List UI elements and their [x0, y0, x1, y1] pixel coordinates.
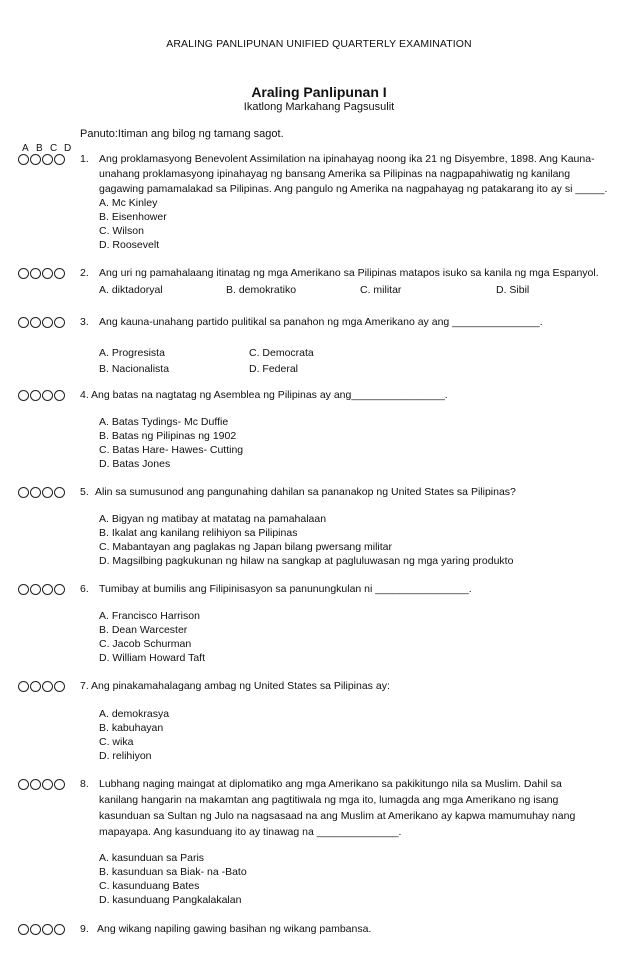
question-text-line: Ang batas na nagtatag ng Asemblea ng Pilipinas ay ang________________.: [91, 389, 448, 401]
answer-bubble-d[interactable]: [54, 154, 65, 165]
answer-bubble-c[interactable]: [42, 268, 53, 279]
question-text-line: mapayapa. Ang kasunduang ito ay tinawag na ______________.: [99, 826, 402, 838]
letter-b: B: [36, 143, 43, 154]
answer-bubble-d[interactable]: [54, 584, 65, 595]
option-a: A. Batas Tydings- Mc Duffie: [99, 416, 229, 428]
question-text-line: Ang kauna-unahang partido pulitikal sa panahon ng mga Amerikano ay ang _______________.: [99, 316, 543, 328]
option-c: C. militar: [360, 284, 402, 296]
letter-c: C: [50, 143, 58, 154]
option-a: A. Progresista: [99, 347, 165, 359]
option-c: C. Democrata: [249, 347, 314, 359]
answer-bubble-a[interactable]: [18, 390, 29, 401]
answer-bubble-b[interactable]: [30, 681, 41, 692]
option-a: A. kasunduan sa Paris: [99, 852, 205, 864]
option-c: C. Jacob Schurman: [99, 638, 192, 650]
exam-title: Araling Panlipunan I: [251, 84, 387, 100]
answer-bubble-d[interactable]: [54, 924, 65, 935]
question-text-line: Lubhang naging maingat at diplomatiko ang mga Amerikano sa pakikitungo nila sa Muslim. Dahil sa: [99, 778, 562, 790]
answer-bubble-b[interactable]: [30, 317, 41, 328]
option-a: A. Mc Kinley: [99, 197, 158, 209]
option-d: D. Batas Jones: [99, 458, 171, 470]
answer-bubble-a[interactable]: [18, 317, 29, 328]
question-text-line: unahang proklamasyong ipinahayag ng bansang Amerika sa Pilipinas na nagpapahiwatig ng kanilang: [99, 168, 571, 180]
answer-bubble-a[interactable]: [18, 154, 29, 165]
answer-bubble-d[interactable]: [54, 317, 65, 328]
option-c: C. Mabantayan ang paglakas ng Japan bilang pwersang militar: [99, 541, 393, 553]
answer-bubble-d[interactable]: [54, 779, 65, 790]
answer-bubble-b[interactable]: [30, 584, 41, 595]
answer-letters-header: [22, 143, 78, 154]
answer-bubble-a[interactable]: [18, 779, 29, 790]
question-text-line: kasunduan sa Sultan ng Julo na nagsasaad na ang Muslim at Amerikano ay kapwa mamumuhay nang: [99, 810, 576, 822]
option-a: A. Francisco Harrison: [99, 610, 200, 622]
answer-bubble-d[interactable]: [54, 390, 65, 401]
option-d: D. Roosevelt: [99, 239, 160, 251]
exam-header: ARALING PANLIPUNAN UNIFIED QUARTERLY EXAMINATION: [166, 38, 472, 50]
option-d: D. William Howard Taft: [99, 652, 205, 664]
question-number: 3.: [80, 316, 89, 328]
question-text-line: kanilang hangarin na makamtan ang pagtitiwala ng mga ito, lumagda ang mga Amerikano ng isang: [99, 794, 559, 806]
answer-bubble-c[interactable]: [42, 154, 53, 165]
option-d: D. Sibil: [496, 284, 530, 296]
question-number: 1.: [80, 153, 89, 165]
answer-bubble-a[interactable]: [18, 681, 29, 692]
exam-subtitle: Ikatlong Markahang Pagsusulit: [243, 101, 395, 113]
question-number: 2.: [80, 267, 89, 279]
question-text-line: Alin sa sumusunod ang pangunahing dahilan sa pananakop ng United States sa Pilipinas?: [95, 486, 516, 498]
letter-a: A: [22, 143, 29, 154]
question-number: 4.: [80, 389, 89, 401]
option-b: B. demokratiko: [226, 284, 297, 296]
answer-bubble-a[interactable]: [18, 584, 29, 595]
answer-bubble-a[interactable]: [18, 268, 29, 279]
option-a: A. diktadoryal: [99, 284, 163, 296]
question-number: 8.: [80, 778, 89, 790]
answer-bubble-c[interactable]: [42, 487, 53, 498]
answer-bubble-c[interactable]: [42, 779, 53, 790]
option-b: B. Ikalat ang kanilang relihiyon sa Pilipinas: [99, 527, 298, 539]
answer-bubbles-q9: [18, 924, 65, 935]
answer-bubbles-q7: [18, 681, 65, 692]
answer-bubble-a[interactable]: [18, 487, 29, 498]
option-c: C. Batas Hare- Hawes- Cutting: [99, 444, 244, 456]
answer-bubbles-q6: [18, 584, 65, 595]
option-b: B. Dean Warcester: [99, 624, 188, 636]
option-a: A. demokrasya: [99, 708, 170, 720]
option-d: D. Federal: [249, 363, 299, 375]
answer-bubbles-q3: [18, 317, 65, 328]
question-text-line: Ang uri ng pamahalaang itinatag ng mga Amerikano sa Pilipinas matapos isuko sa kanila ng mga Espanyol.: [99, 267, 599, 279]
option-c: C. kasunduang Bates: [99, 880, 200, 892]
question-number: 5.: [80, 486, 89, 498]
option-b: B. kasunduan sa Biak- na -Bato: [99, 866, 247, 878]
answer-bubble-d[interactable]: [54, 268, 65, 279]
answer-bubble-c[interactable]: [42, 924, 53, 935]
answer-bubbles-q4: [18, 390, 65, 401]
option-b: B. Batas ng Pilipinas ng 1902: [99, 430, 237, 442]
answer-bubble-b[interactable]: [30, 487, 41, 498]
answer-bubbles-q1: [18, 154, 65, 165]
answer-bubbles-q2: [18, 268, 65, 279]
answer-bubble-c[interactable]: [42, 317, 53, 328]
answer-bubble-b[interactable]: [30, 924, 41, 935]
question-text-line: Ang proklamasyong Benevolent Assimilation na ipinahayag noong ika 21 ng Disyembre, 1898. Ang Kauna-: [99, 153, 595, 165]
option-c: C. Wilson: [99, 225, 144, 237]
answer-bubble-b[interactable]: [30, 390, 41, 401]
question-number: 9.: [80, 923, 89, 935]
answer-bubble-d[interactable]: [54, 681, 65, 692]
option-d: D. relihiyon: [99, 750, 152, 762]
option-b: B. Nacionalista: [99, 363, 170, 375]
option-d: D. kasunduang Pangkalakalan: [99, 894, 242, 906]
option-a: A. Bigyan ng matibay at matatag na pamahalaan: [99, 513, 327, 525]
instructions: Panuto:Itiman ang bilog ng tamang sagot.: [80, 128, 284, 140]
question-text-line: gagawing pamamalakad sa Pilipinas. Ang pangulo ng Amerika na nagpahayag ng patakarang ito ay si _____.: [99, 183, 608, 195]
question-text-line: Tumibay at bumilis ang Filipinisasyon sa panunungkulan ni ________________.: [99, 583, 472, 595]
answer-bubble-a[interactable]: [18, 924, 29, 935]
question-number: 6.: [80, 583, 89, 595]
question-text-line: Ang pinakamahalagang ambag ng United States sa Pilipinas ay:: [91, 680, 390, 692]
option-b: B. kabuhayan: [99, 722, 164, 734]
answer-bubble-b[interactable]: [30, 154, 41, 165]
answer-bubble-c[interactable]: [42, 681, 53, 692]
option-d: D. Magsilbing pagkukunan ng hilaw na sangkap at pagluluwasan ng mga yaring produkto: [99, 555, 514, 567]
answer-bubbles-q5: [18, 487, 65, 498]
answer-bubbles-q8: [18, 779, 65, 790]
option-c: C. wika: [99, 736, 134, 748]
question-number: 7.: [80, 680, 89, 692]
answer-bubble-b[interactable]: [30, 268, 41, 279]
answer-bubble-b[interactable]: [30, 779, 41, 790]
question-text-line: Ang wikang napiling gawing basihan ng wikang pambansa.: [97, 923, 372, 935]
answer-bubble-c[interactable]: [42, 390, 53, 401]
answer-bubble-c[interactable]: [42, 584, 53, 595]
letter-d: D: [64, 143, 72, 154]
answer-bubble-d[interactable]: [54, 487, 65, 498]
option-b: B. Eisenhower: [99, 211, 167, 223]
